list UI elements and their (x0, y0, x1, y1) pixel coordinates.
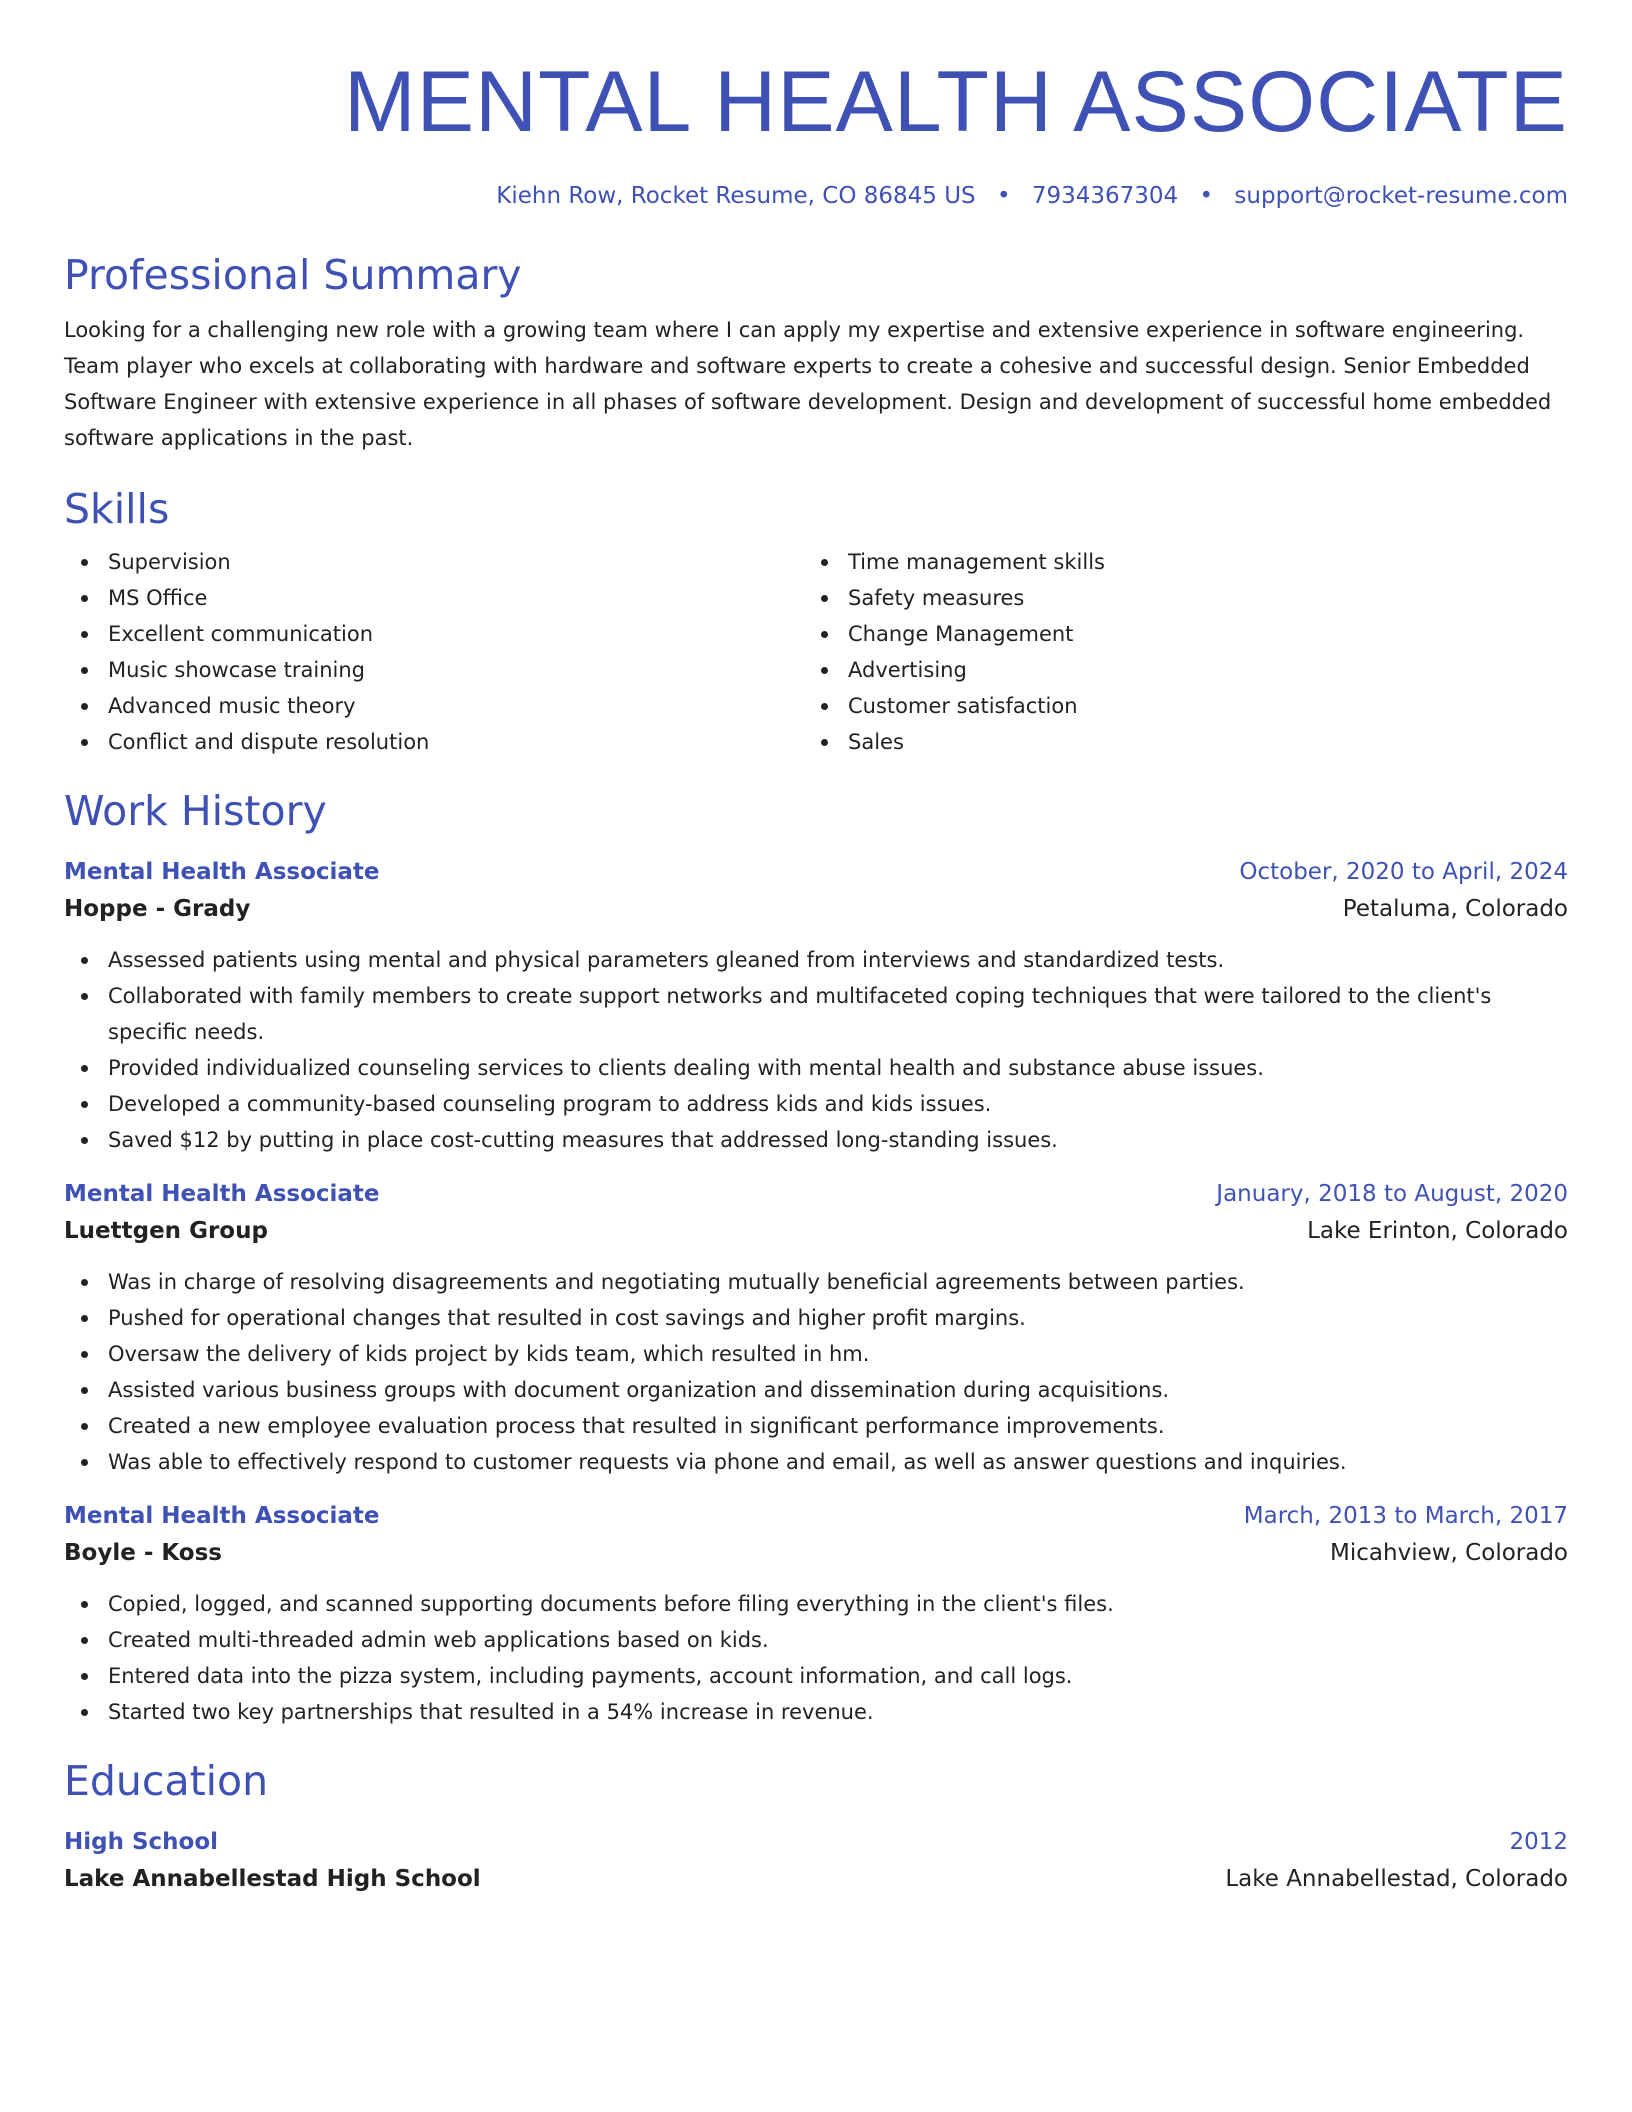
skill-item: MS Office (64, 580, 804, 616)
contact-line (64, 180, 1568, 212)
skills-heading: Skills (64, 485, 170, 533)
job-dates: October, 2020 to April, 2024 (1239, 859, 1568, 885)
skill-item: Time management skills (804, 544, 1544, 580)
separator-dot: • (996, 183, 1011, 209)
job-bullet: Entered data into the pizza system, including payments, account information, and call logs. (64, 1658, 1568, 1694)
job-entry (64, 854, 1568, 1158)
skills-column-left (64, 544, 804, 760)
job-header-row (64, 1176, 1568, 1212)
job-bullet: Pushed for operational changes that resulted in cost savings and higher profit margins. (64, 1300, 1568, 1336)
skill-item: Advertising (804, 652, 1544, 688)
skill-item: Safety measures (804, 580, 1544, 616)
job-bullet: Created multi-threaded admin web applications based on kids. (64, 1622, 1568, 1658)
job-bullet: Copied, logged, and scanned supporting documents before filing everything in the client's files. (64, 1586, 1568, 1622)
education-school: Lake Annabellestad High School (64, 1866, 481, 1892)
education-heading: Education (64, 1757, 269, 1805)
education-school-row (64, 1860, 1568, 1898)
job-bullet: Created a new employee evaluation process that resulted in significant performance improvements. (64, 1408, 1568, 1444)
job-company-row (64, 890, 1568, 928)
skills-column-right (804, 544, 1544, 760)
job-bullet: Was able to effectively respond to customer requests via phone and email, as well as answer questions and inquiries. (64, 1444, 1568, 1480)
job-company-row (64, 1534, 1568, 1572)
job-header-row (64, 1498, 1568, 1534)
skill-item: Excellent communication (64, 616, 804, 652)
separator-dot: • (1199, 183, 1214, 209)
job-title: Mental Health Associate (64, 859, 380, 885)
contact-email: support@rocket-resume.com (1234, 183, 1568, 209)
job-company: Hoppe - Grady (64, 896, 251, 922)
job-bullet: Oversaw the delivery of kids project by kids team, which resulted in hm. (64, 1336, 1568, 1372)
job-company: Luettgen Group (64, 1218, 268, 1244)
job-bullet: Started two key partnerships that resulted in a 54% increase in revenue. (64, 1694, 1568, 1730)
job-title: Mental Health Associate (64, 1503, 380, 1529)
job-bullet: Saved $12 by putting in place cost-cutting measures that addressed long-standing issues. (64, 1122, 1568, 1158)
education-year: 2012 (1509, 1829, 1568, 1855)
skill-item: Supervision (64, 544, 804, 580)
job-company-row (64, 1212, 1568, 1250)
work-history-heading: Work History (64, 787, 327, 835)
skill-item: Advanced music theory (64, 688, 804, 724)
skill-item: Change Management (804, 616, 1544, 652)
job-header-row (64, 854, 1568, 890)
job-dates: March, 2013 to March, 2017 (1243, 1503, 1568, 1529)
job-bullet: Developed a community-based counseling program to address kids and kids issues. (64, 1086, 1568, 1122)
education-location: Lake Annabellestad, Colorado (1225, 1866, 1568, 1892)
job-title: Mental Health Associate (64, 1181, 380, 1207)
skills-list (64, 544, 1568, 760)
summary-heading: Professional Summary (64, 251, 522, 299)
skill-item: Music showcase training (64, 652, 804, 688)
contact-phone: 7934367304 (1031, 183, 1179, 209)
job-bullet: Provided individualized counseling services to clients dealing with mental health and substance abuse issues. (64, 1050, 1568, 1086)
skill-item: Sales (804, 724, 1544, 760)
summary-text: Looking for a challenging new role with a growing team where I can apply my expertise and extensive experience in software engineering. Team player who excels at collaborating with hardware and software experts to create a cohesive and successful design. Senior Embedded Software Engineer with extensive experience in all phases of software development. Design and development of successful home embedded software applications in the past. (64, 318, 1552, 450)
job-bullet: Assisted various business groups with document organization and dissemination during acquisitions. (64, 1372, 1568, 1408)
job-entry (64, 1498, 1568, 1730)
skill-item: Customer satisfaction (804, 688, 1544, 724)
education-entry (64, 1824, 1568, 1898)
job-entry (64, 1176, 1568, 1480)
job-bullet: Assessed patients using mental and physical parameters gleaned from interviews and standardized tests. (64, 942, 1568, 978)
candidate-name: MENTAL HEALTH ASSOCIATE (343, 54, 1568, 150)
job-location: Micahview, Colorado (1330, 1540, 1568, 1566)
job-location: Lake Erinton, Colorado (1307, 1218, 1568, 1244)
job-bullet: Collaborated with family members to create support networks and multifaceted coping techniques that were tailored to the client's specific needs. (64, 978, 1568, 1050)
job-location: Petaluma, Colorado (1342, 896, 1568, 922)
education-header-row (64, 1824, 1568, 1860)
job-company: Boyle - Koss (64, 1540, 222, 1566)
job-dates: January, 2018 to August, 2020 (1216, 1181, 1568, 1207)
resume-header (64, 0, 1568, 212)
job-bullets (64, 1264, 1568, 1480)
skill-item: Conflict and dispute resolution (64, 724, 804, 760)
education-degree: High School (64, 1829, 219, 1855)
job-bullet: Was in charge of resolving disagreements and negotiating mutually beneficial agreements between parties. (64, 1264, 1568, 1300)
job-bullets (64, 942, 1568, 1158)
job-bullets (64, 1586, 1568, 1730)
contact-address: Kiehn Row, Rocket Resume, CO 86845 US (496, 183, 976, 209)
